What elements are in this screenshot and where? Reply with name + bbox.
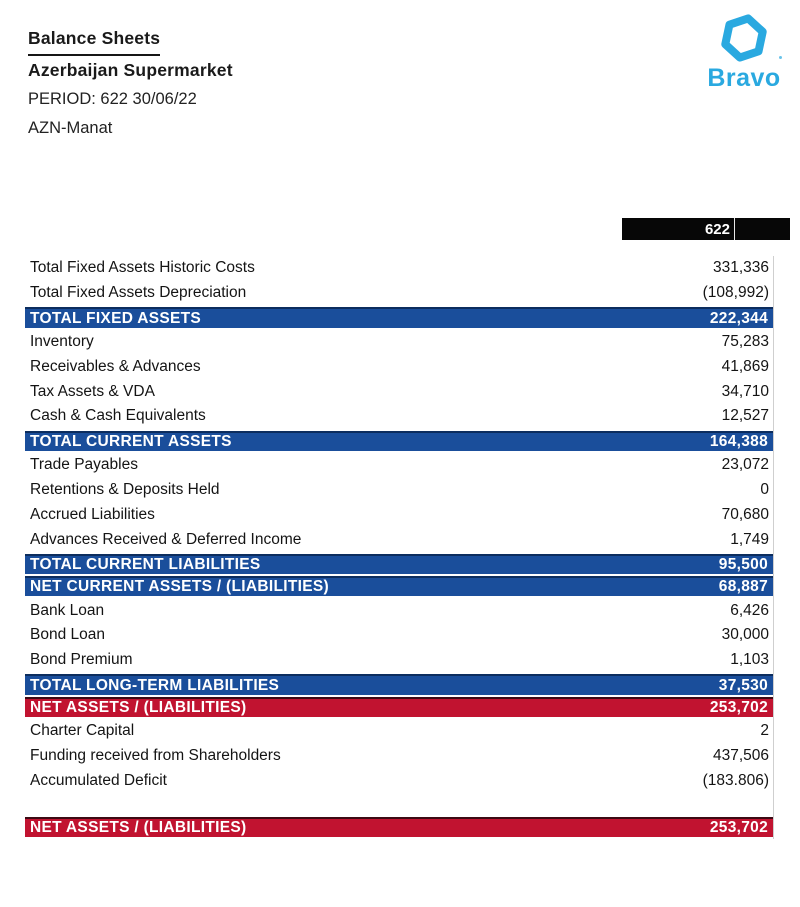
row-label: Advances Received & Deferred Income [30,530,302,548]
row-value: 437,506 [712,747,769,765]
page-title: Balance Sheets [28,24,160,56]
row-value: (108,992) [702,284,769,302]
table-row [25,527,773,552]
table-row [25,719,773,744]
row-label: Total Fixed Assets Historic Costs [30,259,255,277]
table-row [25,453,773,478]
period-bar-empty-cell [735,218,790,240]
currency-text: AZN-Manat [28,119,113,137]
registered-mark-dot [779,56,782,59]
row-label: Accumulated Deficit [30,771,167,789]
row-value: 253,702 [709,819,768,837]
table-row [25,431,773,452]
table-row [25,281,773,306]
document-header [28,24,233,143]
table-row [25,648,773,673]
row-value: 37,530 [718,676,768,694]
table-spacer [25,793,773,815]
table-row [25,379,773,404]
row-label: Bank Loan [30,601,105,619]
table-row [25,598,773,623]
row-value: 222,344 [709,309,768,327]
row-label: Funding received from Shareholders [30,747,281,765]
row-value: 41,869 [721,357,769,375]
row-value: 95,500 [718,555,768,573]
row-value: 164,388 [709,432,768,450]
table-row [25,330,773,355]
row-label: Bond Loan [30,626,105,644]
row-label: Charter Capital [30,722,135,740]
row-value: 0 [760,481,769,499]
row-label: TOTAL CURRENT ASSETS [30,432,232,450]
table-row [25,478,773,503]
row-label: TOTAL FIXED ASSETS [30,309,202,327]
row-value: 1,749 [730,530,769,548]
row-value: 30,000 [721,626,769,644]
row-label: NET CURRENT ASSETS / (LIABILITIES) [30,578,329,596]
row-value: 70,680 [721,505,769,523]
table-row [25,769,773,794]
hexagon-icon [698,12,790,66]
table-row [25,674,773,695]
row-value: 68,887 [718,578,768,596]
company-name: Azerbaijan Supermarket [28,60,233,80]
row-value: 253,702 [709,698,768,716]
table-row [25,697,773,718]
brand-wordmark: Bravo [707,64,781,92]
row-value: 75,283 [721,332,769,350]
row-label: Receivables & Advances [30,357,201,375]
row-label: Inventory [30,332,94,350]
table-row [25,817,773,838]
period-text: PERIOD: 622 30/06/22 [28,90,197,108]
table-row [25,354,773,379]
row-label: Tax Assets & VDA [30,382,155,400]
row-label: TOTAL CURRENT LIABILITIES [30,555,261,573]
table-row [25,554,773,575]
table-row [25,623,773,648]
row-label: Bond Premium [30,651,133,669]
row-label: Accrued Liabilities [30,505,155,523]
row-label: Trade Payables [30,456,138,474]
row-value: 12,527 [721,407,769,425]
row-value: 2 [760,722,769,740]
table-row [25,502,773,527]
balance-sheet-table [25,256,774,839]
brand-logo [698,12,790,93]
table-row [25,404,773,429]
row-label: Retentions & Deposits Held [30,481,220,499]
period-column-value: 622 [704,220,730,238]
row-label: NET ASSETS / (LIABILITIES) [30,698,247,716]
row-value: 6,426 [730,601,769,619]
table-row [25,307,773,328]
row-label: Total Fixed Assets Depreciation [30,284,247,302]
row-label: TOTAL LONG-TERM LIABILITIES [30,676,280,694]
table-row [25,744,773,769]
row-value: 23,072 [721,456,769,474]
row-value: 1,103 [730,651,769,669]
row-label: Cash & Cash Equivalents [30,407,206,425]
row-value: 331,336 [712,259,769,277]
period-column-header-bar [622,218,790,240]
table-row [25,256,773,281]
row-value: 34,710 [721,382,769,400]
table-row [25,576,773,597]
row-value: (183.806) [702,771,769,789]
row-label: NET ASSETS / (LIABILITIES) [30,819,247,837]
